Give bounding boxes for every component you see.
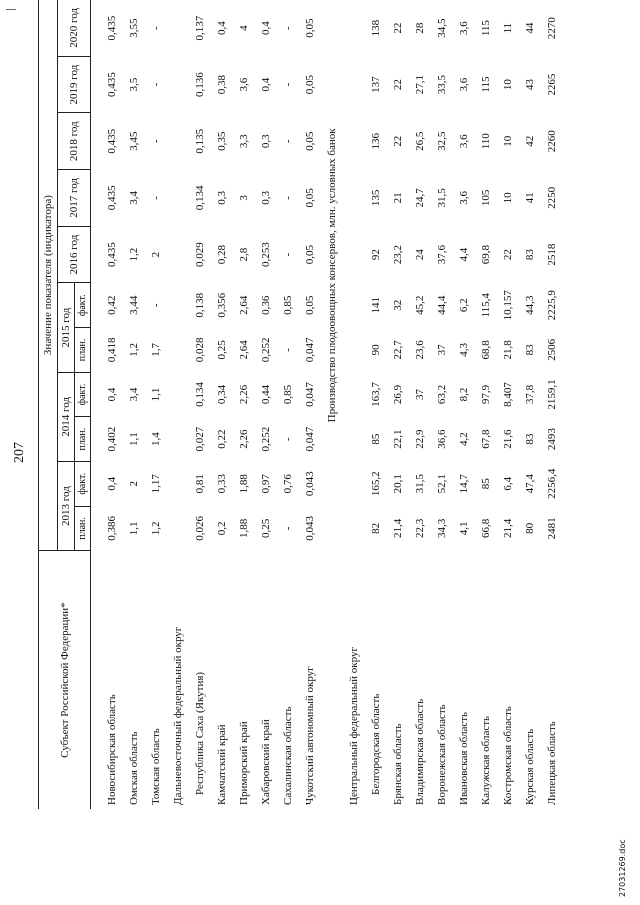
table-cell: 0,36 <box>260 295 272 315</box>
table-cell: 137 <box>370 76 382 93</box>
table-cell: 26,9 <box>392 384 404 405</box>
table-cell: - <box>282 437 294 441</box>
table-cell: - <box>150 82 162 87</box>
table-cell: 0,81 <box>194 474 206 494</box>
subject-column-header: Субъект Российской Федерации* <box>39 551 91 809</box>
table-cell: 23,6 <box>414 340 426 360</box>
table-cell: 10 <box>502 192 514 204</box>
section-far-east: Дальневосточный федеральный округ <box>172 626 184 805</box>
table-cell: 2481 <box>546 517 558 540</box>
table-cell: 0,33 <box>216 474 228 494</box>
table-cell: 105 <box>480 189 492 207</box>
table-row <box>431 0 453 809</box>
table-cell: 0,42 <box>106 295 118 315</box>
table-cell: 3,6 <box>458 134 470 149</box>
table-cell: 2,26 <box>238 384 250 405</box>
table-cell: 0,418 <box>106 337 118 363</box>
table-cell: 0,4 <box>106 387 118 402</box>
table-cell: 24,7 <box>414 188 426 208</box>
year-2017-header: 2017 год <box>58 170 91 227</box>
table-cell: 42 <box>524 135 536 147</box>
table-cell: 0,76 <box>282 474 294 494</box>
table-cell: 10 <box>502 79 514 91</box>
table-cell: 0,05 <box>304 18 316 38</box>
table-row <box>453 0 475 809</box>
table-cell: 33,5 <box>436 74 448 95</box>
region-name: Ивановская область <box>458 711 470 805</box>
table-cell: 31,5 <box>436 188 448 208</box>
table-cell: 2159,1 <box>546 379 558 410</box>
table-cell: 37 <box>414 389 426 401</box>
table-cell: 0,047 <box>304 426 316 452</box>
table-cell: 1,1 <box>150 387 162 402</box>
table-cell: - <box>282 526 294 531</box>
document-filename: 27031269.doc <box>618 839 627 897</box>
table-cell: 135 <box>370 189 382 207</box>
table-cell: 0,043 <box>304 516 316 541</box>
region-name: Чукотский автономный округ <box>304 666 316 805</box>
table-cell: 2256,4 <box>546 468 558 499</box>
table-cell: 1,2 <box>128 343 140 357</box>
table-cell: 90 <box>370 344 382 356</box>
table-row <box>541 0 563 809</box>
table-row <box>211 0 233 809</box>
table-cell: 8,407 <box>502 382 514 407</box>
region-name: Владимирская область <box>414 698 426 805</box>
table-cell: 10,157 <box>502 290 514 321</box>
table-cell: 0,028 <box>194 337 206 363</box>
table-cell: 68,8 <box>480 340 492 360</box>
table-cell: 44,4 <box>436 295 448 315</box>
table-cell: - <box>282 139 294 144</box>
table-row <box>475 0 497 809</box>
table-cell: 0,25 <box>216 340 228 360</box>
table-cell: 2,64 <box>238 295 250 315</box>
table-cell: 36,6 <box>436 429 448 449</box>
table-cell: 0,253 <box>260 242 272 267</box>
table-cell: 22 <box>392 79 404 91</box>
table-cell: 0,402 <box>106 426 118 452</box>
table-cell: 0,356 <box>216 292 228 318</box>
page-number: 207 <box>12 442 27 463</box>
table-cell: 0,136 <box>194 72 206 97</box>
table-cell: 0,435 <box>106 242 118 267</box>
year-2015-header: 2015 год <box>58 283 75 372</box>
table-row <box>101 0 123 809</box>
table-cell: 31,5 <box>414 474 426 494</box>
table-cell: 21,8 <box>502 340 514 360</box>
table-cell: 2,8 <box>238 247 250 262</box>
fact-2014-header: факт. <box>75 372 91 417</box>
table-cell: 4,2 <box>458 432 470 447</box>
table-cell: 85 <box>370 433 382 445</box>
table-cell: 115 <box>480 20 492 37</box>
table-cell: - <box>150 139 162 144</box>
table-cell: 21,4 <box>502 518 514 539</box>
region-name: Калужская область <box>480 715 492 805</box>
table-cell: 0,05 <box>304 74 316 95</box>
table-cell: 14,7 <box>458 474 470 494</box>
table-cell: 1,2 <box>150 521 162 536</box>
table-cell: 3,6 <box>458 191 470 205</box>
table-cell: - <box>282 26 294 30</box>
table-cell: 1,4 <box>150 432 162 447</box>
region-name: Приморский край <box>238 721 250 805</box>
table-cell: 0,38 <box>216 74 228 95</box>
year-2018-header: 2018 год <box>58 113 91 170</box>
year-2019-header: 2019 год <box>58 56 91 113</box>
table-cell: 22,9 <box>414 429 426 449</box>
canned-goods-caption: Производство плодоовощных консервов, млн. условных банок <box>326 128 338 423</box>
table-cell: 3,6 <box>238 77 250 92</box>
table-cell: 0,047 <box>304 337 316 363</box>
table-cell: 0,386 <box>106 516 118 541</box>
table-cell: 63,2 <box>436 384 448 405</box>
table-cell: 3 <box>238 195 250 201</box>
table-row <box>189 0 211 809</box>
year-2020-header: 2020 год <box>58 0 91 56</box>
table-cell: 0,4 <box>260 77 272 92</box>
table-cell: 0,435 <box>106 72 118 97</box>
table-cell: 45,2 <box>414 295 426 315</box>
table-row <box>519 0 541 809</box>
table-cell: 0,029 <box>194 242 206 267</box>
table-cell: 0,22 <box>216 429 228 449</box>
table-row <box>497 0 519 809</box>
region-name: Хабаровский край <box>260 719 272 805</box>
table-cell: 2518 <box>546 243 558 266</box>
table-cell: 0,05 <box>304 295 316 315</box>
table-cell: 37 <box>436 344 448 356</box>
table-cell: 0,25 <box>260 518 272 539</box>
table-cell: 10 <box>502 135 514 147</box>
section-heading-row <box>343 0 365 809</box>
table-cell: 0,3 <box>216 191 228 205</box>
table-cell: 26,5 <box>414 131 426 151</box>
table-cell: 22 <box>392 135 404 147</box>
table-cell: 3,3 <box>238 134 250 149</box>
table-cell: 1,7 <box>150 343 162 357</box>
table-cell: 22,7 <box>392 340 404 360</box>
fact-2015-header: факт. <box>75 283 91 328</box>
table-cell: 110 <box>480 133 492 150</box>
table-cell: 4,3 <box>458 343 470 357</box>
caption-row <box>321 0 343 809</box>
table-cell: 0,027 <box>194 426 206 452</box>
fact-2013-header: факт. <box>75 461 91 506</box>
table-cell: 28 <box>414 22 426 34</box>
table-row <box>277 0 299 809</box>
table-row <box>145 0 167 809</box>
table-cell: 165,2 <box>370 471 382 497</box>
section-central: Центральный федеральный округ <box>348 646 360 805</box>
plan-2015-header: план. <box>75 328 91 373</box>
table-cell: 0,34 <box>216 384 228 405</box>
table-cell: 97,9 <box>480 384 492 405</box>
table-cell: 44,3 <box>524 295 536 315</box>
table-cell: 41 <box>524 192 536 204</box>
table-cell: 22,3 <box>414 518 426 539</box>
table-cell: 0,28 <box>216 244 228 265</box>
table-cell: 138 <box>370 19 382 37</box>
table-cell: 32 <box>392 299 404 311</box>
table-cell: - <box>282 348 294 352</box>
table-cell: 115 <box>480 76 492 93</box>
table-cell: 2 <box>150 251 162 258</box>
table-cell: 0,35 <box>216 131 228 151</box>
table-cell: 80 <box>524 522 536 534</box>
table-cell: 69,8 <box>480 244 492 265</box>
table-cell: 0,2 <box>216 521 228 536</box>
table-cell: 21,4 <box>392 518 404 539</box>
table-cell: 136 <box>370 132 382 150</box>
table-cell: 52,1 <box>436 474 448 494</box>
section-heading-row <box>167 0 189 809</box>
region-name: Сахалинская область <box>282 706 294 805</box>
table-cell: 34,5 <box>436 18 448 38</box>
table-cell: 20,1 <box>392 474 404 494</box>
table-cell: 4 <box>238 25 250 31</box>
table-cell: 37,6 <box>436 244 448 265</box>
table-cell: 0,137 <box>194 15 206 41</box>
table-cell: 0,134 <box>194 382 206 407</box>
table-cell: 83 <box>524 249 536 261</box>
plan-2014-header: план. <box>75 417 91 462</box>
table-cell: 3,55 <box>128 18 140 38</box>
table-cell: 47,4 <box>524 474 536 494</box>
table-cell: 0,138 <box>194 292 206 318</box>
table-row <box>299 0 321 809</box>
table-cell: 4,4 <box>458 247 470 262</box>
region-name: Костромская область <box>502 706 514 805</box>
table-cell: 0,435 <box>106 185 118 211</box>
table-cell: 3,4 <box>128 387 140 402</box>
table-cell: 0,043 <box>304 471 316 497</box>
table-cell: 3,44 <box>128 295 140 315</box>
table-cell: 92 <box>370 249 382 261</box>
region-name: Белгородская область <box>370 693 382 795</box>
table-cell: 32,5 <box>436 131 448 151</box>
table-cell: 1,88 <box>238 474 250 494</box>
indicator-table <box>38 0 563 809</box>
table-cell: 0,135 <box>194 128 206 154</box>
year-2013-header: 2013 год <box>58 461 75 550</box>
table-cell: 67,8 <box>480 429 492 449</box>
table-cell: 2,26 <box>238 429 250 449</box>
table-cell: 3,6 <box>458 77 470 92</box>
region-name: Курская область <box>524 728 536 805</box>
table-cell: 3,5 <box>128 77 140 92</box>
region-name: Новосибирская область <box>106 694 118 805</box>
table-row <box>255 0 277 809</box>
table-cell: 2 <box>128 481 140 487</box>
table-cell: 22 <box>392 22 404 34</box>
table-cell: 0,435 <box>106 15 118 41</box>
table-cell: 2270 <box>546 17 558 40</box>
table-cell: 1,1 <box>128 521 140 536</box>
region-name: Воронежская область <box>436 704 448 805</box>
table-cell: 0,047 <box>304 382 316 407</box>
table-row <box>365 0 387 809</box>
year-2014-header: 2014 год <box>58 372 75 461</box>
table-cell: 6,4 <box>502 476 514 491</box>
table-cell: 0,4 <box>260 21 272 35</box>
table-cell: - <box>282 252 294 257</box>
region-name: Томская область <box>150 728 162 805</box>
indicator-header: Значение показателя (индикатора) <box>39 0 58 551</box>
table-cell: 0,4 <box>216 21 228 35</box>
table-cell: 83 <box>524 344 536 356</box>
table-cell: 0,85 <box>282 384 294 405</box>
table-cell: 1,17 <box>150 474 162 494</box>
table-cell: 24 <box>414 249 426 261</box>
region-name: Республика Саха (Якутия) <box>194 671 206 795</box>
table-cell: - <box>150 196 162 200</box>
table-cell: 141 <box>370 297 382 314</box>
table-cell: 2250 <box>546 186 558 209</box>
table-cell: 27,1 <box>414 74 426 95</box>
year-2016-header: 2016 год <box>58 226 91 283</box>
table-cell: 2506 <box>546 338 558 361</box>
table-cell: 0,44 <box>260 384 272 405</box>
table-cell: 0,252 <box>260 337 272 363</box>
table-cell: 3,4 <box>128 191 140 205</box>
table-cell: 0,3 <box>260 191 272 205</box>
table-cell: 0,85 <box>282 295 294 315</box>
table-cell: 0,026 <box>194 516 206 541</box>
table-cell: 3,6 <box>458 21 470 35</box>
table-cell: - <box>282 82 294 87</box>
table-cell: 2265 <box>546 73 558 96</box>
table-cell: - <box>150 303 162 308</box>
table-cell: 2260 <box>546 130 558 153</box>
table-cell: 43 <box>524 79 536 91</box>
table-cell: 37,8 <box>524 384 536 405</box>
table-cell: 11 <box>502 22 514 34</box>
region-name: Камчатский край <box>216 724 228 805</box>
table-cell: 2493 <box>546 428 558 451</box>
scan-mark <box>6 9 16 10</box>
table-row <box>409 0 431 809</box>
table-cell: 1,1 <box>128 432 140 447</box>
table-cell: 21 <box>392 192 404 204</box>
region-name: Омская область <box>128 731 140 805</box>
table-cell: 21,6 <box>502 429 514 449</box>
region-name: Брянская область <box>392 723 404 805</box>
table-row <box>387 0 409 809</box>
table-cell: 83 <box>524 433 536 445</box>
table-cell: 22 <box>502 249 514 261</box>
plan-2013-header: план. <box>75 506 91 551</box>
table-cell: 85 <box>480 478 492 490</box>
table-cell: 1,2 <box>128 247 140 262</box>
table-cell: 44 <box>524 22 536 34</box>
table-cell: 8,2 <box>458 387 470 402</box>
region-name: Липецкая область <box>546 721 558 805</box>
table-row <box>123 0 145 809</box>
table-cell: 0,3 <box>260 134 272 149</box>
table-cell: 66,8 <box>480 518 492 539</box>
table-cell: 0,4 <box>106 476 118 491</box>
table-cell: 163,7 <box>370 382 382 407</box>
table-cell: 3,45 <box>128 131 140 151</box>
table-cell: - <box>150 26 162 30</box>
table-cell: 1,88 <box>238 518 250 539</box>
table-cell: 4,1 <box>458 521 470 536</box>
table-cell: 2225,9 <box>546 290 558 321</box>
table-cell: 0,05 <box>304 131 316 151</box>
table-cell: 2,64 <box>238 340 250 360</box>
table-cell: - <box>282 196 294 200</box>
table-cell: 0,252 <box>260 426 272 452</box>
table-cell: 0,435 <box>106 128 118 154</box>
table-cell: 23,2 <box>392 244 404 265</box>
table-row <box>233 0 255 809</box>
table-cell: 34,3 <box>436 518 448 539</box>
table-cell: 0,05 <box>304 188 316 208</box>
table-cell: 115,4 <box>480 293 492 318</box>
table-cell: 0,97 <box>260 474 272 494</box>
table-cell: 0,05 <box>304 244 316 265</box>
table-cell: 6,2 <box>458 298 470 313</box>
table-cell: 22,1 <box>392 429 404 449</box>
table-cell: 0,134 <box>194 185 206 211</box>
table-cell: 82 <box>370 522 382 534</box>
